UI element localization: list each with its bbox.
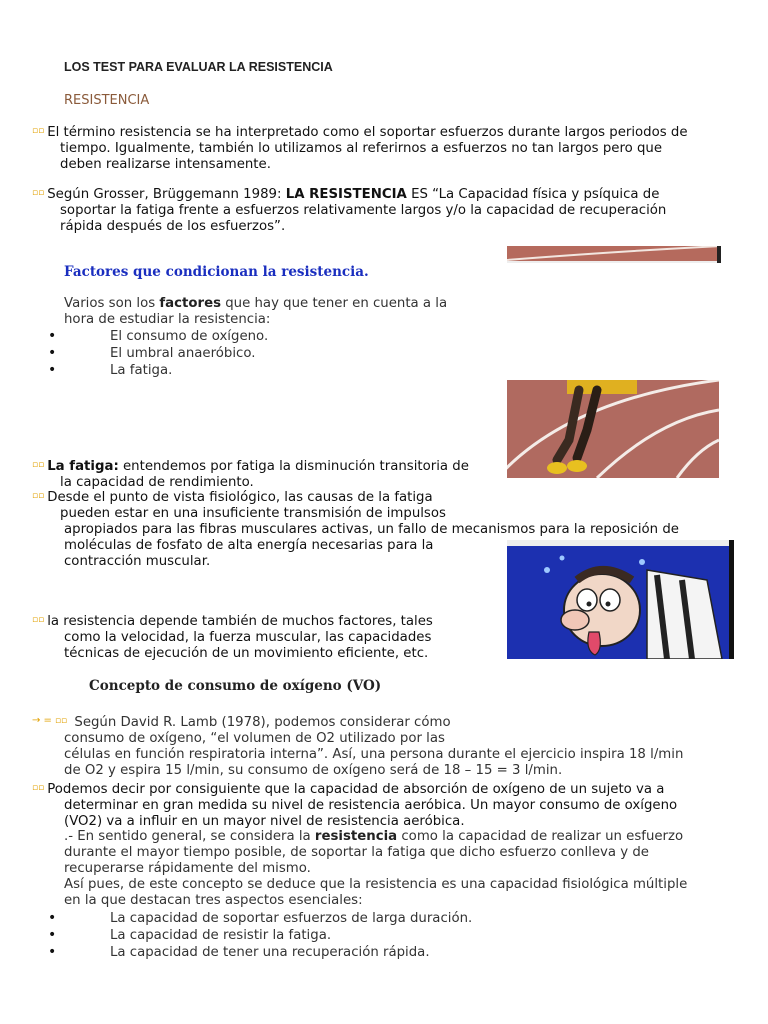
arrow-icon: → = bbox=[32, 715, 52, 726]
aspectos-list bbox=[0, 910, 600, 961]
text-span: Podemos decir por consiguiente que la capacidad de absorción de oxígeno de un sujeto va a bbox=[47, 782, 665, 797]
text-line: contracción muscular. bbox=[64, 554, 211, 569]
tired-man-graphic bbox=[507, 540, 734, 659]
text-line: apropiados para las fibras musculares activas, un fallo de mecanismos para la reposición de bbox=[64, 522, 679, 537]
bold-text: LA RESISTENCIA bbox=[285, 187, 407, 202]
text-line: El término resistencia se ha interpretado como el soportar esfuerzos durante largos periodos de bbox=[47, 125, 688, 140]
text-span: como la capacidad de realizar un esfuerzo bbox=[397, 829, 684, 844]
text-line: soportar la fatiga frente a esfuerzos relativamente largos y/o la capacidad de recuperación bbox=[60, 203, 667, 218]
text-line: determinar en gran medida su nivel de resistencia aeróbica. Un mayor consumo de oxígeno bbox=[64, 798, 678, 813]
text-line: la capacidad de rendimiento. bbox=[60, 475, 254, 490]
text-line: tiempo. Igualmente, también lo utilizamos al referirnos a esfuerzos no tan largos pero que bbox=[60, 141, 663, 156]
text-line: consumo de oxígeno, “el volumen de O2 utilizado por las bbox=[64, 731, 445, 746]
text-line: rápida después de los esfuerzos”. bbox=[60, 219, 286, 234]
text-span: Según David R. Lamb (1978), podemos considerar cómo bbox=[74, 715, 451, 730]
factores2-paragraph bbox=[32, 612, 502, 662]
bullet-icon: ▫▫ bbox=[32, 460, 45, 470]
factores-heading: Factores que condicionan la resistencia. bbox=[64, 264, 369, 280]
text-line: como la velocidad, la fuerza muscular, las capacidades bbox=[64, 630, 432, 645]
text-span: .- En sentido general, se considera la bbox=[64, 829, 315, 844]
text-span: Varios son los bbox=[64, 296, 160, 311]
text-line: hora de estudiar la resistencia: bbox=[64, 312, 271, 327]
runner-image bbox=[507, 380, 719, 478]
text-line: de O2 y espira 15 l/min, su consumo de oxígeno será de 18 – 15 = 3 l/min. bbox=[64, 763, 563, 778]
bullet-icon: ▫▫ bbox=[32, 126, 45, 136]
track-image-strip bbox=[507, 246, 721, 263]
sentido-paragraph bbox=[64, 829, 764, 909]
text-line: recuperarse rápidamente del mismo. bbox=[64, 861, 311, 876]
text-span: entendemos por fatiga la disminución transitoria de bbox=[118, 459, 469, 474]
bold-text: La fatiga: bbox=[47, 459, 119, 474]
podemos-paragraph bbox=[32, 780, 762, 830]
text-span: la resistencia depende también de muchos factores, tales bbox=[47, 614, 433, 629]
bullet-icon: ▫▫ bbox=[32, 188, 45, 198]
bullet-icon: ▫▫ bbox=[32, 783, 45, 793]
bullet-icon: ▫▫ bbox=[32, 615, 45, 625]
tired-man-image bbox=[507, 540, 734, 659]
bullet-icon: ▫▫ bbox=[54, 716, 68, 726]
list-item: • La fatiga. bbox=[0, 362, 500, 379]
factores-intro bbox=[64, 296, 494, 328]
text-line: durante el mayor tiempo posible, de soportar la fatiga que dicho esfuerzo conlleva y de bbox=[64, 845, 649, 860]
text-line: Así pues, de este concepto se deduce que la resistencia es una capacidad fisiológica múltiple bbox=[64, 877, 688, 892]
factores-list bbox=[0, 328, 500, 379]
bold-text: resistencia bbox=[314, 829, 398, 844]
text-line: (VO2) va a influir en un mayor nivel de resistencia aeróbica. bbox=[64, 814, 465, 829]
list-item: • La capacidad de tener una recuperación rápida. bbox=[0, 944, 600, 961]
list-item: • El umbral anaeróbico. bbox=[0, 345, 500, 362]
text-span: que hay que tener en cuenta a la bbox=[221, 296, 448, 311]
paragraph-definition bbox=[32, 123, 752, 173]
paragraph-grosser bbox=[32, 185, 752, 235]
list-item: • La capacidad de soportar esfuerzos de larga duración. bbox=[0, 910, 600, 927]
text-line: técnicas de ejecución de un movimiento eficiente, etc. bbox=[64, 646, 429, 661]
text-line: moléculas de fosfato de alta energía necesarias para la bbox=[64, 538, 434, 553]
track-strip-graphic bbox=[507, 246, 721, 263]
text-line: células en función respiratoria interna”. Así, una persona durante el ejercicio inspira 18 l/min bbox=[64, 747, 684, 762]
text-span: Según Grosser, Brüggemann 1989: bbox=[47, 187, 286, 202]
section-subtitle: RESISTENCIA bbox=[64, 93, 150, 108]
list-item: • El consumo de oxígeno. bbox=[0, 328, 500, 345]
runner-graphic bbox=[507, 380, 719, 478]
bold-text: factores bbox=[159, 296, 221, 311]
text-line: en la que destacan tres aspectos esenciales: bbox=[64, 893, 363, 908]
text-line: pueden estar en una insuficiente transmisión de impulsos bbox=[60, 506, 446, 521]
list-item: • La capacidad de resistir la fatiga. bbox=[0, 927, 600, 944]
text-span: ES “La Capacidad física y psíquica de bbox=[406, 187, 660, 202]
page-title: LOS TEST PARA EVALUAR LA RESISTENCIA bbox=[64, 60, 333, 74]
lamb-paragraph bbox=[32, 713, 752, 779]
text-line: deben realizarse intensamente. bbox=[60, 157, 271, 172]
fatiga-paragraph bbox=[32, 457, 502, 491]
text-span: Desde el punto de vista fisiológico, las causas de la fatiga bbox=[47, 490, 433, 505]
bullet-icon: ▫▫ bbox=[32, 491, 45, 501]
vo-heading: Concepto de consumo de oxígeno (VO) bbox=[89, 678, 382, 694]
